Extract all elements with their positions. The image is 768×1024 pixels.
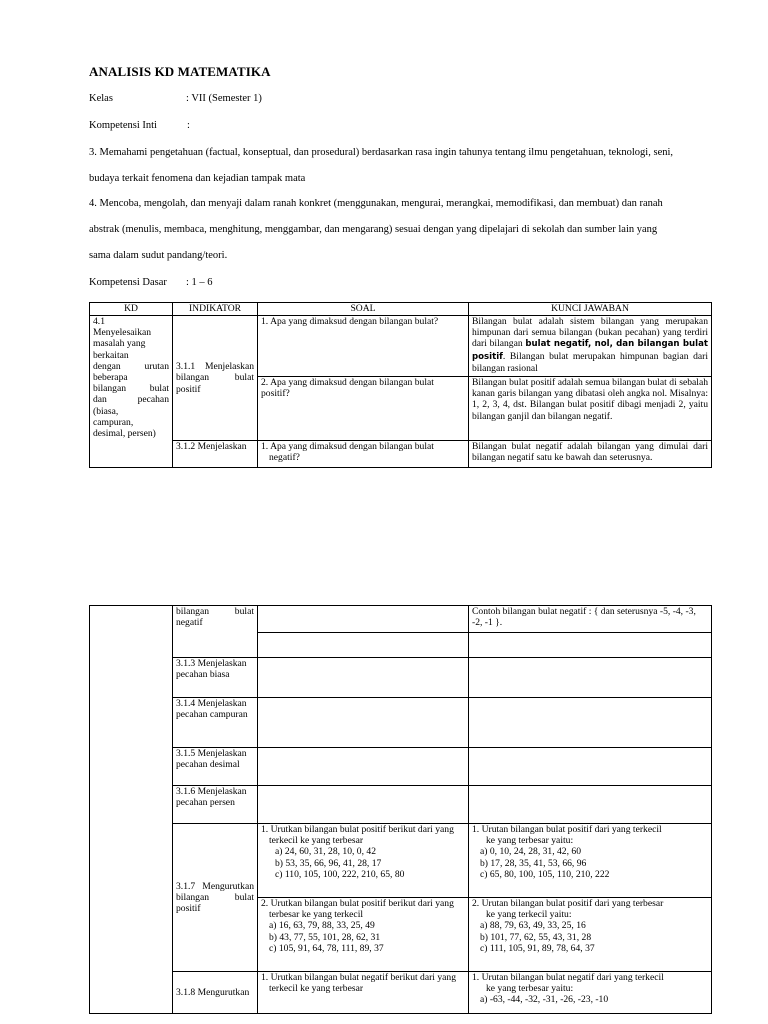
ki3-line-1: 3. Memahami pengetahuan (factual, konseptual, dan prosedural) berdasarkan rasa ingin tahunya tentang ilmu pengetahuan, teknologi, seni,: [89, 147, 674, 158]
soal-cell-empty: [258, 658, 469, 698]
kd-cell-continued: [90, 606, 173, 1014]
kelas-value: : VII (Semester 1): [186, 93, 262, 104]
kunci-urutan-positif-terbesar: [469, 898, 712, 972]
kunci-bold-text: bulat negatif, nol, dan bilangan bulat positif: [472, 339, 708, 362]
kunci-bilangan-bulat: [469, 316, 712, 377]
ki4-line-1: 4. Mencoba, mengolah, dan menyaji dalam ranah konkret (menggunakan, mengurai, merangkai, memodifikasi, dan membuat) dan ranah: [89, 198, 663, 209]
kd-line: bilangan bulat: [93, 383, 169, 395]
soal-option-c: c) 105, 91, 64, 78, 111, 89, 37: [269, 942, 384, 954]
kunci-line: ke yang terkecil yaitu:: [486, 909, 572, 921]
kunci-cell-empty: [469, 748, 712, 786]
kunci-cell-empty: [469, 698, 712, 748]
indikator-3-1-4: 3.1.4 Menjelaskan pecahan campuran: [173, 698, 258, 748]
indikator-3-1-2: 3.1.2 Menjelaskan: [173, 441, 258, 468]
kunci-bilangan-bulat-negatif: Bilangan bulat negatif adalah bilangan yang dimulai dari bilangan negatif satu ke bawah dan seterusnya.: [469, 441, 712, 468]
kunci-cell-empty: [469, 633, 712, 658]
kompetensi-dasar-value: : 1 – 6: [186, 277, 213, 288]
kunci-option-b: b) 101, 77, 62, 55, 43, 31, 28: [480, 931, 592, 943]
soal-bilangan-bulat-negatif: [258, 441, 469, 468]
kompetensi-inti-value: :: [187, 120, 190, 131]
ki3-line-2: budaya terkait fenomena dan kejadian tampak mata: [89, 173, 306, 184]
kompetensi-dasar-label: Kompetensi Dasar: [89, 277, 167, 288]
kd-line: berkaitan: [93, 349, 129, 361]
indikator-3-1-1: 3.1.1 Menjelaskan bilangan bulat positif: [173, 316, 258, 441]
kd-line: (biasa,: [93, 405, 119, 417]
soal-urutkan-positif-terkecil: [258, 824, 469, 898]
ki4-line-2: abstrak (menulis, membaca, menghitung, menggambar, dan mengarang) sesuai dengan yang dipelajari di sekolah dan sumber lain yang: [89, 224, 658, 235]
header-kunci-jawaban: KUNCI JAWABAN: [469, 303, 712, 316]
soal-urutkan-positif-terbesar: [258, 898, 469, 972]
soal-option-a: a) 24, 60, 31, 28, 10, 0, 42: [275, 846, 376, 858]
soal-option-b: b) 43, 77, 55, 101, 28, 62, 31: [269, 931, 381, 943]
soal-bilangan-bulat: 1. Apa yang dimaksud dengan bilangan bulat?: [258, 316, 469, 377]
kd-line: desimal, persen): [93, 428, 156, 440]
kompetensi-inti-label: Kompetensi Inti: [89, 120, 157, 131]
kd-line: beberapa: [93, 372, 128, 384]
soal-line: terbesar ke yang terkecil: [269, 909, 364, 921]
kd-line: campuran,: [93, 416, 134, 428]
header-indikator: INDIKATOR: [173, 303, 258, 316]
kunci-option-c: c) 111, 105, 91, 89, 78, 64, 37: [480, 942, 595, 954]
soal-cell-empty: [258, 633, 469, 658]
kunci-text: Bilangan bulat adalah sistem bilangan yang merupakan himpunan dari semua bilangan (bukan pecahan) yang terdiri dari bilangan: [472, 316, 708, 350]
indikator-3-1-5: 3.1.5 Menjelaskan pecahan desimal: [173, 748, 258, 786]
kompetensi-dasar-row: [89, 277, 213, 288]
soal-option-c: c) 110, 105, 100, 222, 210, 65, 80: [275, 868, 405, 880]
kd-line: dengan urutan: [93, 360, 169, 372]
kelas-label: Kelas: [89, 93, 113, 104]
kunci-text: . Bilangan bulat merupakan himpunan bagian dari bilangan rasional: [472, 350, 708, 374]
kunci-option-a: a) -63, -44, -32, -31, -26, -23, -10: [480, 994, 609, 1006]
soal-option-a: a) 16, 63, 79, 88, 33, 25, 49: [269, 920, 375, 932]
kunci-bilangan-bulat-positif: Bilangan bulat positif adalah semua bilangan bulat di sebalah kanan garis bilangan yang dibatasi oleh angka nol. Misalnya: 1, 2, 3, 4, dst. Bilangan bulat positif dibagi menjadi 2, yaitu bilangan ganjil dan bilangan negatif.: [469, 377, 712, 441]
kd-line: dan pecahan: [93, 394, 169, 406]
soal-line: 1. Apa yang dimaksud dengan bilangan bulat: [261, 441, 434, 452]
kd-cell: [90, 316, 173, 468]
kelas-row: [89, 93, 262, 104]
soal-urutkan-negatif-terkecil: [258, 972, 469, 1014]
indikator-3-1-2-continued: bilangan bulat negatif: [173, 606, 258, 658]
soal-cell-empty: [258, 606, 469, 633]
soal-line: 2. Urutkan bilangan bulat positif berikut dari yang: [261, 898, 454, 909]
kunci-option-b: b) 17, 28, 35, 41, 53, 66, 96: [480, 857, 587, 869]
kd-line: Menyelesaikan: [93, 327, 152, 339]
soal-cell-empty: [258, 748, 469, 786]
kunci-cell-empty: [469, 658, 712, 698]
soal-line: terkecil ke yang terbesar: [269, 835, 364, 847]
soal-line: 1. Urutkan bilangan bulat negatif berikut dari yang: [261, 972, 457, 983]
kunci-line: ke yang terbesar yaitu:: [486, 835, 574, 847]
kunci-option-c: c) 65, 80, 100, 105, 110, 210, 222: [480, 868, 610, 880]
kunci-option-a: a) 0, 10, 24, 28, 31, 42, 60: [480, 846, 581, 858]
kunci-option-a: a) 88, 79, 63, 49, 33, 25, 16: [480, 920, 586, 932]
ki4-line-3: sama dalam sudut pandang/teori.: [89, 250, 228, 261]
soal-cell-empty: [258, 786, 469, 824]
indikator-3-1-8: 3.1.8 Mengurutkan: [173, 972, 258, 1014]
kunci-urutan-negatif-terkecil: [469, 972, 712, 1014]
indikator-3-1-6: 3.1.6 Menjelaskan pecahan persen: [173, 786, 258, 824]
soal-option-b: b) 53, 35, 66, 96, 41, 28, 17: [275, 857, 382, 869]
kunci-line: 1. Urutan bilangan bulat positif dari yang terkecil: [472, 824, 662, 835]
document-title: ANALISIS KD MATEMATIKA: [89, 64, 271, 79]
soal-line: terkecil ke yang terbesar: [269, 983, 364, 995]
kunci-urutan-positif-terkecil: [469, 824, 712, 898]
kunci-contoh-negatif: Contoh bilangan bulat negatif : { dan seterusnya -5, -4, -3, -2, -1 }.: [469, 606, 712, 633]
kunci-line: 2. Urutan bilangan bulat positif dari yang terbesar: [472, 898, 664, 909]
kd-line: 4.1: [93, 316, 105, 327]
kunci-line: 1. Urutan bilangan bulat negatif dari yang terkecil: [472, 972, 664, 983]
kunci-line: ke yang terbesar yaitu:: [486, 983, 574, 995]
kunci-cell-empty: [469, 786, 712, 824]
soal-line: negatif?: [269, 452, 300, 464]
header-soal: SOAL: [258, 303, 469, 316]
kd-line: masalah yang: [93, 338, 146, 350]
indikator-3-1-7: 3.1.7 Mengurutkan bilangan bulat positif: [173, 824, 258, 972]
analysis-table-continued: [89, 605, 712, 1014]
soal-line: 1. Urutkan bilangan bulat positif berikut dari yang: [261, 824, 454, 835]
analysis-table-top: [89, 302, 712, 468]
indikator-3-1-3: 3.1.3 Menjelaskan pecahan biasa: [173, 658, 258, 698]
header-kd: KD: [90, 303, 173, 316]
soal-bilangan-bulat-positif: 2. Apa yang dimaksud dengan bilangan bulat positif?: [258, 377, 469, 441]
soal-cell-empty: [258, 698, 469, 748]
kompetensi-inti-row: [89, 120, 190, 131]
